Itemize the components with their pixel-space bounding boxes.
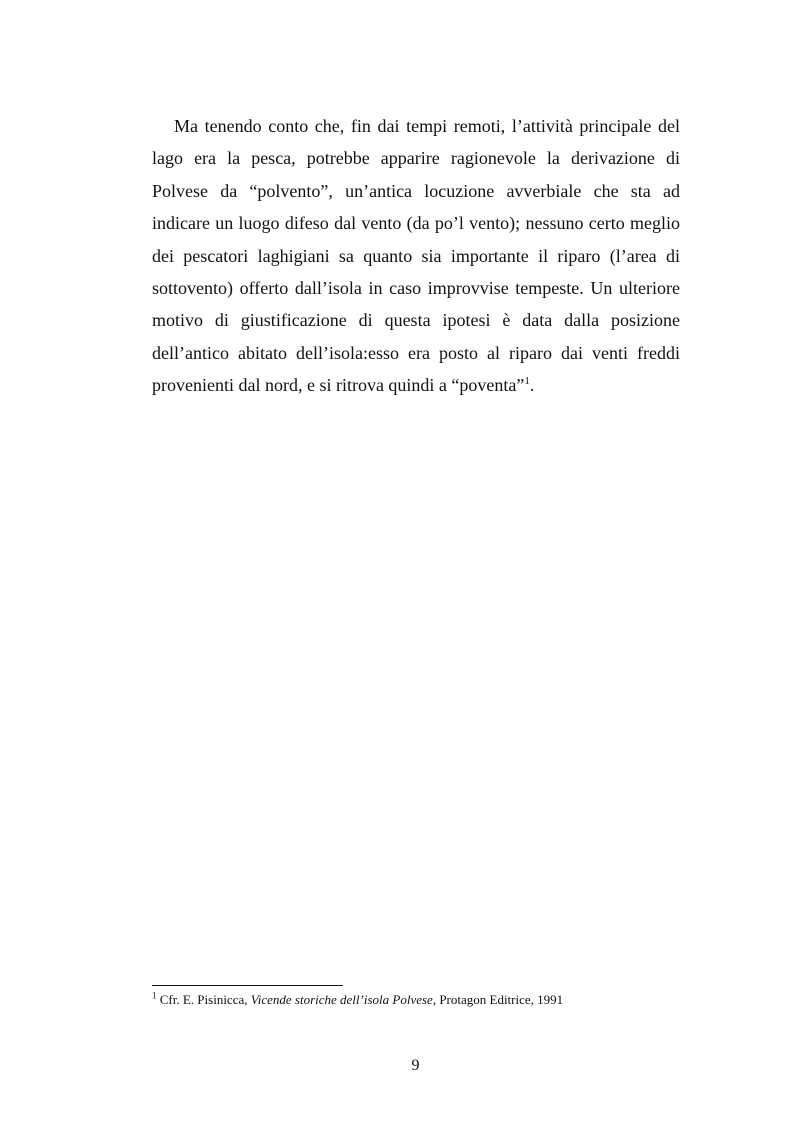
footnote-divider: [152, 985, 343, 986]
footnote: [152, 991, 680, 1009]
paragraph-end-punctuation: .: [529, 375, 535, 396]
footnote-prefix: Cfr. E. Pisinicca,: [159, 992, 251, 1007]
paragraph-text: Ma tenendo conto che, fin dai tempi remoti, l’attività principale del lago era la pesca, potrebbe apparire ragionevole la derivazione di Polvese da “polvento”, un’antica locuzione avverbiale che sta ad indicare un luogo difeso dal vento (da po’l vento); nessuno certo meglio dei pescatori laghigiani sa quanto sia importante il riparo (l’area di sottovento) offerto dall’isola in caso improvvise tempeste. Un ulteriore motivo di giustificazione di questa ipotesi è data dalla posizione dell’antico abitato dell’isola:esso era posto al riparo dai venti freddi provenienti dal nord, e si ritrova quindi a “poventa”: [152, 116, 680, 396]
footnote-suffix: , Protagon Editrice, 1991: [432, 992, 564, 1007]
page-number: 9: [411, 1057, 420, 1074]
footnote-book-title: Vicende storiche dell’isola Polvese: [250, 992, 433, 1007]
footnote-mark: 1: [152, 990, 157, 1001]
body-paragraph: [152, 110, 680, 402]
footnote-reference[interactable]: 1: [524, 375, 530, 388]
